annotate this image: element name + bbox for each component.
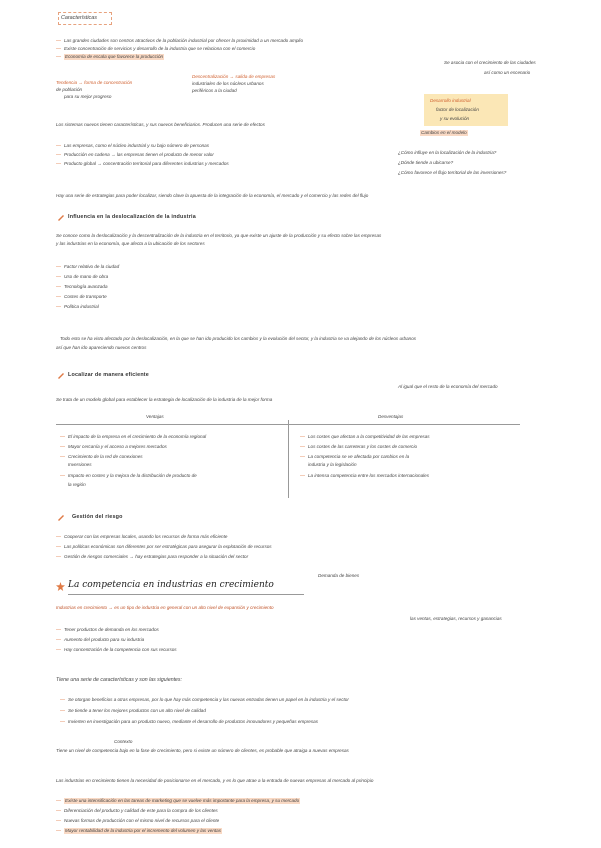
bullet: — — [60, 719, 65, 725]
section-bullet-1: Las empresas, como el núcleo industrial y su bajo número de personas — [64, 143, 210, 148]
side-red-2: de población — [56, 87, 83, 92]
bullet: — — [60, 697, 65, 703]
intro-line-1: Las grandes ciudades son centros atractivos de la población industrial por ofrecer la proximidad a un mercado amplio — [64, 38, 304, 43]
pro-item: Impacto en costes y la mejora de la distribución de producto de — [68, 473, 197, 478]
section-1-item: Factor relativo de la ciudad — [64, 264, 120, 269]
growth-item: Tener productos de demanda en los mercados — [64, 627, 159, 632]
mid-orange-2: industriales de los núcleos urbanos — [192, 81, 264, 86]
section-1-p2: y las industrias en la economía, que afecta a la ubicación de los sectores — [56, 241, 205, 246]
growth-tail: Mayor rentabilidad de la industria por el incremento del volumen y las ventas — [65, 828, 222, 833]
bullet: — — [60, 473, 65, 479]
bullet: — — [56, 637, 61, 643]
bullet: — — [56, 264, 61, 270]
question-1: ¿Cómo influye en la localización de la industria? — [398, 150, 497, 155]
bullet: — — [56, 554, 61, 560]
right-note-1: Se asocia con el crecimiento de las ciudades — [444, 60, 536, 65]
heading-underline — [68, 594, 304, 595]
bullet: — — [60, 454, 65, 460]
bullet: — — [300, 473, 305, 479]
growth-long-2: Las industrias en crecimiento tienen la necesidad de posicionarse en el mercado, y es lo que atrae a la entrada de nuevas empresas al mercado al principio — [56, 778, 374, 783]
table-divider — [288, 420, 289, 498]
growth-item: Hay concentración de la competencia con sus recursos — [64, 647, 177, 652]
star-icon — [56, 582, 65, 591]
growth-sub-item: Se tiende a tener los mejores productos con un alto nivel de calidad — [68, 708, 206, 713]
section-1-note-1: Todo esto se ha visto afectado por la deslocalización, en la que se han ido producido los cambios y la evolución del sector, y la industria se va alejando de los núcleos urbanos — [60, 336, 417, 341]
bullet: — — [56, 627, 61, 633]
bullet: — — [60, 708, 65, 714]
bullet: — — [56, 54, 61, 60]
annotation-demand: Demanda de bienes — [318, 573, 360, 578]
bullet: — — [56, 161, 61, 167]
sticky-line-2: factor de localización — [436, 107, 479, 112]
section-2-right-note: Al igual que el resto de la economía del mercado — [398, 384, 498, 389]
con-item: Los costes de las carreteras y los costes de comercio — [308, 444, 418, 449]
bullet: — — [56, 304, 61, 310]
con-item: La intensa competencia entre los mercados internacionales — [308, 473, 430, 478]
bullet: — — [56, 828, 61, 834]
pencil-icon — [57, 372, 65, 379]
side-red-1: Tendencia → forma de concentración — [56, 80, 133, 85]
bullet: — — [60, 444, 65, 450]
section-bullet-3: Producto global → concentración territorial para diferentes industrias y mercados — [64, 161, 229, 166]
intro-line-2: Existe concentración de servicios y desarrollo de la industria que se relaciona con el comercio — [64, 46, 256, 51]
pencil-icon — [57, 514, 65, 521]
big-heading: La competencia en industrias en crecimiento — [68, 580, 274, 590]
section-1-heading: Influencia en la deslocalización de la industria — [68, 214, 196, 220]
bullet: — — [56, 818, 61, 824]
bullet: — — [56, 143, 61, 149]
sticky-below: Cambios en el modelo — [421, 130, 467, 135]
growth-definition: Industrias en crecimiento → es un tipo de industria en general con un alto nivel de expansión y crecimiento — [56, 605, 274, 610]
section-1-item: Tecnología avanzada — [64, 284, 108, 289]
mid-orange-1: Descentralización → salida de empresas — [192, 74, 276, 79]
growth-item: Aumento del producto para su industria — [64, 637, 145, 642]
section-1-item: Costes de transporte — [64, 294, 107, 299]
column-right-title: Desventajas — [378, 414, 404, 419]
section-1-item: Política industrial — [64, 304, 99, 309]
bullet: — — [56, 38, 61, 44]
bullet: — — [300, 444, 305, 450]
pro-item: la región — [68, 482, 86, 487]
bullet: — — [56, 544, 61, 550]
growth-sub-item: Invierten en investigación para un producto nuevo, mediante el desarrollo de productos innovadores y pequeñas empresas — [68, 719, 319, 724]
pro-item: Crecimiento de la red de conexiones — [68, 454, 143, 459]
section-2-heading: Localizar de manera eficiente — [68, 372, 150, 378]
growth-tail: Nuevas formas de producción con el mismo nivel de recursos para el cliente — [64, 818, 220, 823]
bullet: — — [56, 284, 61, 290]
pro-item: Inversiones — [68, 462, 92, 467]
section-3-line-3: Gestión de riesgos comerciales → hay estrategias para responder a la situación del sector — [64, 554, 249, 559]
pro-item: Mayor cercanía y el acceso a mejores mercados — [68, 444, 167, 449]
con-item: Los costes que afectan a la competitividad de las empresas — [308, 434, 430, 439]
con-item: industria y la legislación — [308, 462, 357, 467]
section-3-line-1: Cooperar con las empresas locales, usando los recursos de forma más eficiente — [64, 534, 228, 539]
section-3-heading: Gestión del riesgo — [72, 514, 123, 520]
section-1-p1: Se conoce como la deslocalización y la descentralización de la industria en el territorio, ya que existe un ajuste de la producción y su efecto sobre las empresas — [56, 233, 382, 238]
sticky-line-3: y su evolución — [440, 116, 470, 121]
question-2: ¿Dónde tiende a ubicarse? — [398, 160, 454, 165]
growth-tail: Diferenciación del producto y calidad de este para la compra de los clientes — [64, 808, 218, 813]
bullet: — — [56, 808, 61, 814]
con-item: La competencia se ve afectada por cambios en la — [308, 454, 410, 459]
right-note-2: así como un escenario — [484, 70, 531, 75]
annotation-context: Contexto — [114, 739, 133, 744]
bullet: — — [56, 534, 61, 540]
mid-orange-3: periféricos a la ciudad — [192, 88, 237, 93]
growth-long-1: Tiene un nivel de competencia bajo en la fase de crecimiento, pero si existe un número de clientes, es probable que atraiga a nuevas empresas — [56, 748, 349, 753]
bullet: — — [56, 798, 61, 804]
bullet: — — [56, 274, 61, 280]
pencil-icon — [57, 214, 65, 221]
sticky-line-1: Desarrollo industrial — [430, 98, 471, 103]
bullet: — — [300, 434, 305, 440]
page-title: Características — [61, 15, 97, 21]
section-2-lead: Se trata de un modelo global para establecer la estrategia de localización de la industria de la mejor forma — [56, 397, 273, 402]
bullet: — — [56, 152, 61, 158]
bullet: — — [56, 647, 61, 653]
question-3: ¿Cómo favorece el flujo territorial de las inversiones? — [398, 170, 507, 175]
growth-tail: Existe una intensificación en las tareas de marketing que se vuelve más importante para la empresa, y su mercado — [65, 798, 300, 803]
intro-line-3: Economía de escala que favorece la producción — [65, 54, 164, 59]
side-red-3: para su mejor progreso — [64, 94, 112, 99]
section-3-line-2: Las políticas económicas son diferentes por ser estratégicas para asegurar la explotación de recursos — [64, 544, 272, 549]
section-bullet-2: Producción en cadena → las empresas tienen el producto de menor valor — [64, 152, 214, 157]
section-lead: Los sistemas nuevos tienen características, y sus nuevos beneficiarios. Producen una serie de efectos — [56, 122, 265, 127]
section-1-item: Uso de mano de obra — [64, 274, 109, 279]
growth-sub-heading: Tiene una serie de características y son las siguientes: — [56, 677, 182, 683]
bullet: — — [56, 294, 61, 300]
column-left-title: Ventajas — [146, 414, 164, 419]
bullet: — — [300, 454, 305, 460]
bullet: — — [56, 46, 61, 52]
growth-sub-item: Se otorgan beneficios a otras empresas, por lo que hay más competencia y las nuevas entradas tienen un papel en la industria y el sector — [68, 697, 349, 702]
long-line: Hay una serie de estrategias para poder localizar, siendo clave la apuesta de la integración de la economía, el mercado y el comercio y las redes del flujo — [56, 193, 369, 198]
bullet: — — [60, 434, 65, 440]
growth-right-annotation: las ventas, estrategias, recursos y ganancias — [410, 616, 502, 621]
pro-item: El impacto de la empresa en el crecimiento de la economía regional — [68, 434, 207, 439]
section-1-note-2: así que han ido apareciendo nuevos centros — [56, 345, 147, 350]
